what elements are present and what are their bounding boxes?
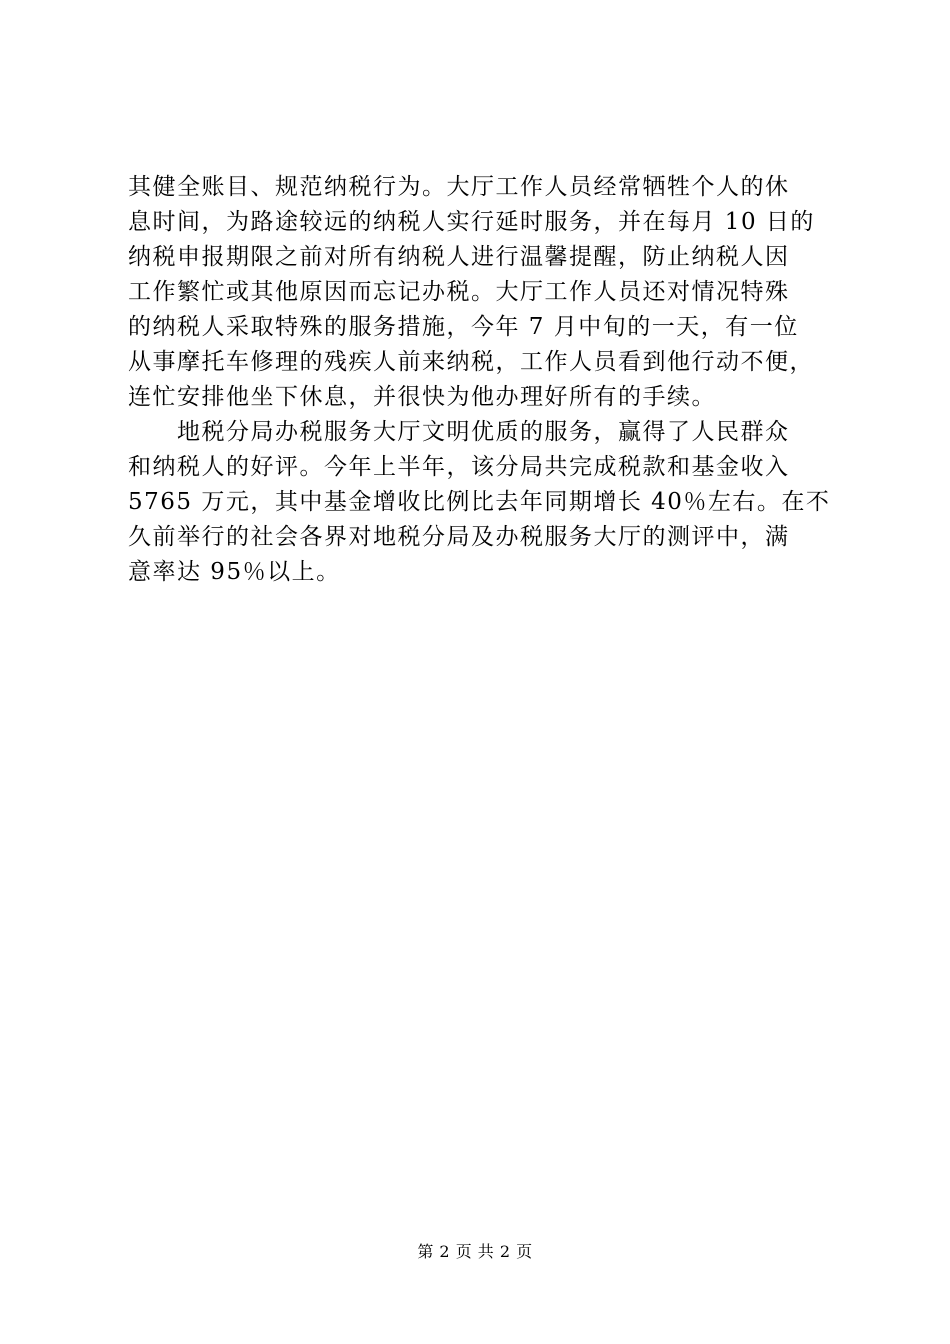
text-line: 地税分局办税服务大厅文明优质的服务，赢得了人民群众 [128, 419, 790, 445]
text-line: 工作繁忙或其他原因而忘记办税。大厅工作人员还对情况特殊 [128, 279, 790, 305]
text-line: 息时间，为路途较远的纳税人实行延时服务，并在每月 10 日的 [128, 209, 815, 235]
text-line: 连忙安排他坐下休息，并很快为他办理好所有的手续。 [128, 384, 716, 410]
text-line: 纳税申报期限之前对所有纳税人进行温馨提醒，防止纳税人因 [128, 244, 790, 270]
text-line: 5765 万元，其中基金增收比例比去年同期增长 40％左右。在不 [128, 489, 831, 515]
text-line: 的纳税人采取特殊的服务措施，今年 7 月中旬的一天，有一位 [128, 314, 799, 340]
text-line: 其健全账目、规范纳税行为。大厅工作人员经常牺牲个人的休 [128, 174, 790, 200]
text-line: 意率达 95％以上。 [128, 559, 341, 585]
text-line: 和纳税人的好评。今年上半年，该分局共完成税款和基金收入 [128, 454, 790, 480]
text-line: 从事摩托车修理的残疾人前来纳税，工作人员看到他行动不便， [128, 349, 814, 375]
page-footer: 第 2 页 共 2 页 [417, 1242, 533, 1261]
text-line: 久前举行的社会各界对地税分局及办税服务大厅的测评中，满 [128, 524, 790, 550]
body-text [128, 170, 848, 590]
